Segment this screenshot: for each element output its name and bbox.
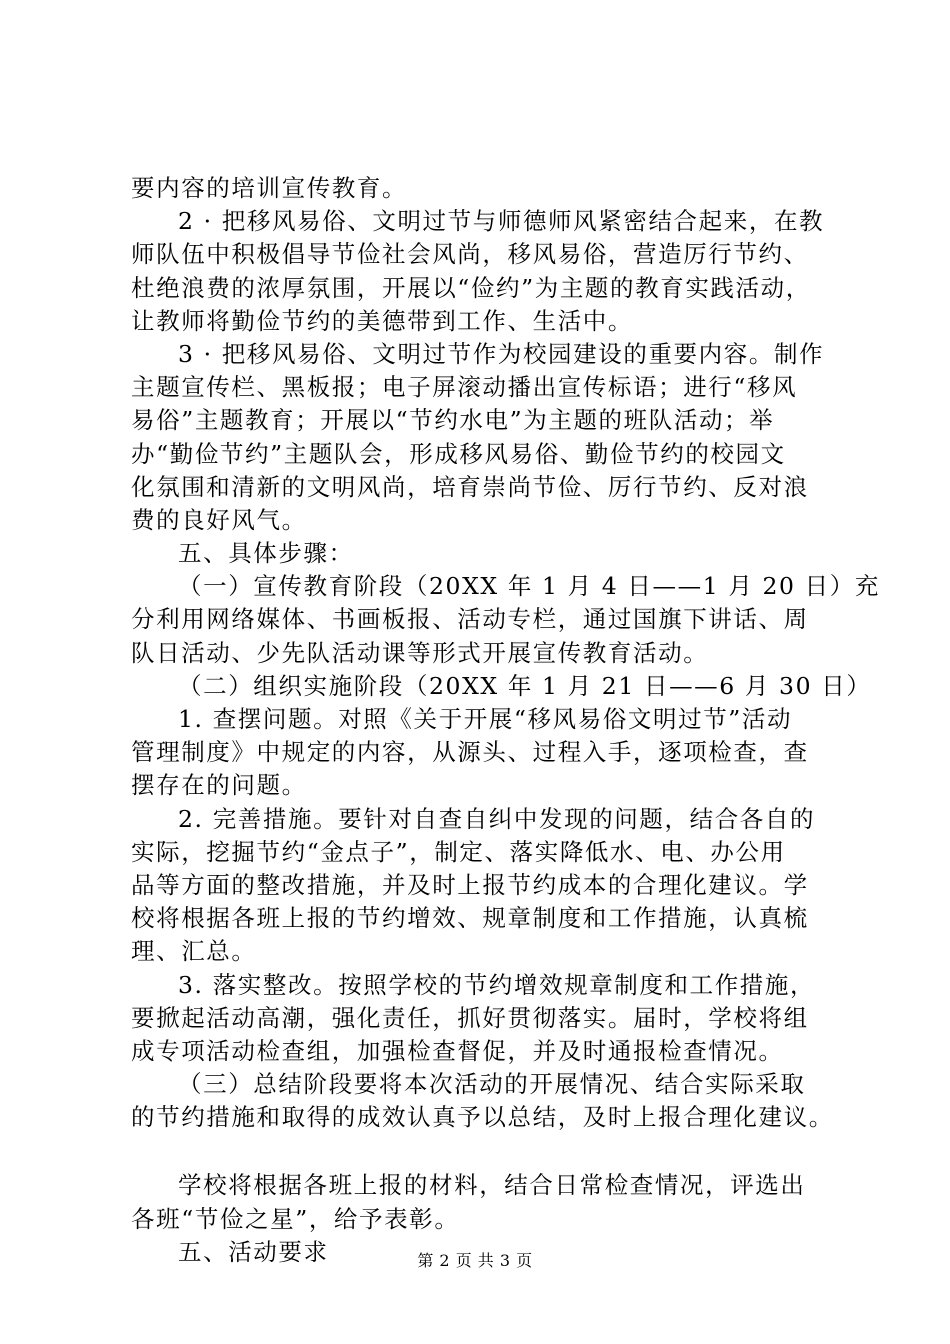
text-line: 管理制度》中规定的内容，从源头、过程入手，逐项检查，查 [131,738,809,767]
text-line: 让教师将勤俭节约的美德带到工作、生活中。 [131,306,633,335]
text-line: 各班“节俭之星”，给予表彰。 [131,1204,460,1233]
paragraph [131,172,843,205]
text-line: 要内容的培训宣传教育。 [131,174,408,202]
paragraph [131,338,843,537]
text-line: （三）总结阶段要将本次活动的开展情况、结合实际采取 [178,1070,806,1099]
text-line: 成专项活动检查组，加强检查督促，并及时通报检查情况。 [131,1036,784,1065]
text-line: 队日活动、少先队活动课等形式开展宣传教育活动。 [131,638,709,667]
text-line: 易俗”主题教育；开展以“节约水电”为主题的班队活动；举 [131,406,775,435]
text-line: 学校将根据各班上报的材料，结合日常检查情况，评选出 [178,1171,806,1200]
text-line: 办“勤俭节约”主题队会，形成移风易俗、勤俭节约的校园文 [131,439,786,468]
paragraph [131,1169,843,1235]
paragraph [131,205,843,338]
text-line: 化氛围和清新的文明风尚，培育崇尚节俭、厉行节约、反对浪 [131,472,809,501]
text-line: 校将根据各班上报的节约增效、规章制度和工作措施，认真梳 [131,904,809,933]
paragraph [131,1068,843,1134]
paragraph [131,570,880,670]
text-line: （二）组织实施阶段（20XX 年 1 月 21 日——6 月 30 日） [178,671,872,700]
paragraph-gap [131,1134,843,1169]
text-line: 3 · 把移风易俗、文明过节作为校园建设的重要内容。制作 [178,339,825,368]
text-line: 3. 落实整改。按照学校的节约增效规章制度和工作措施， [178,970,816,999]
text-line: 杜绝浪费的浓厚氛围，开展以“俭约”为主题的教育实践活动， [131,273,811,302]
text-line: 理、汇总。 [131,937,257,966]
text-line: 费的良好风气。 [131,505,307,534]
text-line: （一）宣传教育阶段（20XX 年 1 月 4 日——1 月 20 日）充 [178,572,880,601]
paragraph [131,670,872,703]
paragraph [131,703,843,803]
text-line: 师队伍中积极倡导节俭社会风尚，移风易俗，营造厉行节约、 [131,240,809,269]
text-line: 1. 查摆问题。对照《关于开展“移风易俗文明过节”活动 [178,705,793,733]
text-line: 摆存在的问题。 [131,771,307,800]
text-line: 要掀起活动高潮，强化责任，抓好贯彻落实。届时，学校将组 [131,1003,809,1032]
text-line: 的节约措施和取得的成效认真予以总结，及时上报合理化建议。 [131,1103,834,1132]
paragraph [131,803,843,969]
text-line: 分利用网络媒体、书画板报、活动专栏，通过国旗下讲话、周 [131,605,809,634]
text-line: 主题宣传栏、黑板报；电子屏滚动播出宣传标语；进行“移风 [131,373,798,402]
text-line: 实际，挖掘节约“金点子”，制定、落实降低水、电、办公用 [131,837,786,866]
document-body [131,172,880,1269]
text-line: 品等方面的整改措施，并及时上报节约成本的合理化建议。学 [131,870,809,899]
text-line: 2. 完善措施。要针对自查自纠中发现的问题，结合各自的 [178,804,816,833]
paragraph [131,969,843,1069]
text-line: 2 · 把移风易俗、文明过节与师德师风紧密结合起来，在教 [178,207,825,236]
text-line: 五、活动要求 [178,1237,329,1266]
page-footer: 第 2 页 共 3 页 [417,1251,533,1270]
text-line: 五、具体步骤： [178,539,354,568]
paragraph [131,537,843,570]
